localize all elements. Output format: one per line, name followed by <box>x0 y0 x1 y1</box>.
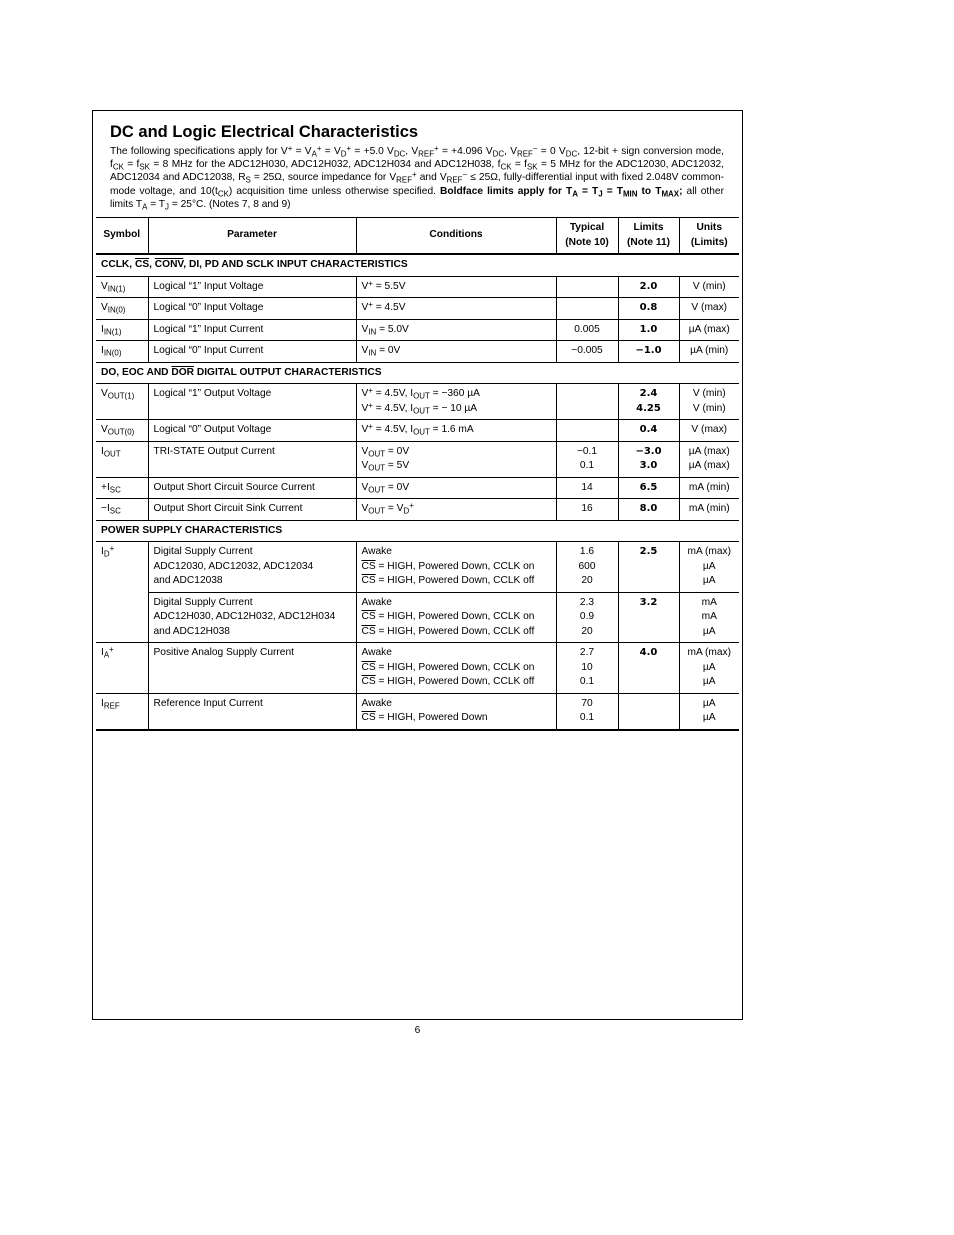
typical-cell <box>556 276 618 298</box>
conditions-cell: $V_{OUT} = 0V$ <box>356 477 556 499</box>
symbol-cell: $I_{IN(1)}$ <box>96 319 148 341</box>
parameter-cell: Output Short Circuit Source Current <box>148 477 356 499</box>
typical-cell <box>556 420 618 442</box>
test-conditions-paragraph: The following specifications apply for $V^+ = V_A^+ = V_D^+ = +5.0$ $V_{DC}$, $V_{REF}^+ = +4.096$ $V_{DC}$, $V_{REF}^- = 0$ $V_{DC}$, 12-bit + sign conversion mode, $f_{CK} = f_{SK} = 8$ MHz for the ADC12H030, ADC12H032, ADC12H034 and ADC12H038, $f_{CK} = f_{SK} = 5$ MHz for the ADC12030, ADC12032, ADC12034 and ADC12038, $R_S = 25\Omega$, source impedance for $V_{REF}^+$ and $V_{REF}^- \le 25\Omega$, fully-differential input with fixed 2.048V common-mode voltage, and $10(t_{CK})$ acquisition time unless otherwise specified. Boldface limits apply for $T_A = T_J = T_{MIN}$ to $T_{MAX}$; all other limits $T_A = T_J = 25^\circ C$. (Notes 7, 8 and 9) <box>110 144 725 212</box>
section-heading-output: DO, EOC AND $\overline{DOR}$ DIGITAL OUTPUT CHARACTERISTICS <box>96 362 739 384</box>
limit-cell: 0.8 <box>618 298 679 320</box>
table-row <box>96 542 739 593</box>
table-row <box>96 592 739 643</box>
units-cell: µA (max) <box>679 319 739 341</box>
parameter-cell: Logical “0” Input Current <box>148 341 356 363</box>
parameter-cell: TRI-STATE Output Current <box>148 441 356 477</box>
parameter-cell: Digital Supply Current ADC12H030, ADC12H032, ADC12H034 and ADC12H038 <box>148 592 356 643</box>
typical-cell <box>556 298 618 320</box>
units-cell: V (min) <box>679 276 739 298</box>
parameter-cell: Reference Input Current <box>148 693 356 730</box>
typical-cell: 70 0.1 <box>556 693 618 730</box>
header-units: Units (Limits) <box>679 218 739 255</box>
conditions-cell: V+ = 4.5V <box>356 298 556 320</box>
table-row <box>96 643 739 694</box>
typical-cell: −0.1 0.1 <box>556 441 618 477</box>
units-cell: µA (min) <box>679 341 739 363</box>
symbol-cell: $I_{IN(0)}$ <box>96 341 148 363</box>
parameter-cell: Logical “1” Input Current <box>148 319 356 341</box>
typical-cell <box>556 384 618 420</box>
limit-cell: 0.4 <box>618 420 679 442</box>
electrical-characteristics-table <box>96 217 739 731</box>
symbol-cell: $V_{OUT(0)}$ <box>96 420 148 442</box>
limit-cell: 2.5 <box>618 542 679 593</box>
conditions-cell: V+ = 4.5V, $I_{OUT} = 1.6$ mA <box>356 420 556 442</box>
limit-cell: 2.4 4.25 <box>618 384 679 420</box>
conditions-cell: V+ = 4.5V, $I_{OUT} = -360$ µA V+ = 4.5V, $I_{OUT}$ = − 10 µA <box>356 384 556 420</box>
symbol-cell: $I_D^+$ <box>96 542 148 643</box>
units-cell: µA µA <box>679 693 739 730</box>
typical-cell: 1.6 600 20 <box>556 542 618 593</box>
conditions-cell: V+ = 5.5V <box>356 276 556 298</box>
table-row <box>96 420 739 442</box>
conditions-cell: Awake $\overline{CS}$ = HIGH, Powered Down, CCLK on $\overline{CS}$ = HIGH, Powered Down, CCLK off <box>356 542 556 593</box>
symbol-cell: $I_{OUT}$ <box>96 441 148 477</box>
limit-cell: 4.0 <box>618 643 679 694</box>
section-heading-input: CCLK, $\overline{CS}$, CONV, DI, PD AND SCLK INPUT CHARACTERISTICS <box>96 254 739 276</box>
parameter-cell: Logical “0” Input Voltage <box>148 298 356 320</box>
table-row <box>96 499 739 521</box>
parameter-cell: Logical “1” Output Voltage <box>148 384 356 420</box>
units-cell: mA mA µA <box>679 592 739 643</box>
limit-cell: 2.0 <box>618 276 679 298</box>
typical-cell: −0.005 <box>556 341 618 363</box>
symbol-cell: $V_{IN(0)}$ <box>96 298 148 320</box>
section-row-power <box>96 520 739 542</box>
table-header-row <box>96 218 739 255</box>
table-row <box>96 441 739 477</box>
conditions-cell: $V_{OUT} = 0V$ $V_{OUT} = 5V$ <box>356 441 556 477</box>
symbol-cell: $I_{REF}$ <box>96 693 148 730</box>
units-cell: µA (max) µA (max) <box>679 441 739 477</box>
table-row <box>96 384 739 420</box>
table-row <box>96 298 739 320</box>
units-cell: mA (max) µA µA <box>679 643 739 694</box>
symbol-cell: $V_{IN(1)}$ <box>96 276 148 298</box>
conditions-cell: Awake $\overline{CS}$ = HIGH, Powered Down, CCLK on $\overline{CS}$ = HIGH, Powered Down, CCLK off <box>356 643 556 694</box>
table-row <box>96 477 739 499</box>
section-row-output <box>96 362 739 384</box>
limit-cell: −1.0 <box>618 341 679 363</box>
typical-cell: 2.3 0.9 20 <box>556 592 618 643</box>
limit-cell <box>618 693 679 730</box>
typical-cell: 0.005 <box>556 319 618 341</box>
units-cell: V (max) <box>679 420 739 442</box>
limit-cell: 6.5 <box>618 477 679 499</box>
conditions-cell: $V_{IN} = 5.0V$ <box>356 319 556 341</box>
page-number: 6 <box>414 1025 421 1036</box>
units-cell: mA (min) <box>679 499 739 521</box>
typical-cell: 16 <box>556 499 618 521</box>
conditions-cell: Awake $\overline{CS}$ = HIGH, Powered Down <box>356 693 556 730</box>
symbol-cell: $V_{OUT(1)}$ <box>96 384 148 420</box>
limit-cell: 8.0 <box>618 499 679 521</box>
conditions-cell: $V_{IN} = 0V$ <box>356 341 556 363</box>
section-title: DC and Logic Electrical Characteristics <box>110 123 419 141</box>
datasheet-frame <box>92 110 743 1020</box>
conditions-cell: $V_{OUT} = V_D^+$ <box>356 499 556 521</box>
limit-cell: 3.2 <box>618 592 679 643</box>
typical-cell: 2.7 10 0.1 <box>556 643 618 694</box>
parameter-cell: Digital Supply Current ADC12030, ADC12032, ADC12034 and ADC12038 <box>148 542 356 593</box>
conditions-cell: Awake $\overline{CS}$ = HIGH, Powered Down, CCLK on $\overline{CS}$ = HIGH, Powered Down, CCLK off <box>356 592 556 643</box>
limit-cell: 1.0 <box>618 319 679 341</box>
parameter-cell: Positive Analog Supply Current <box>148 643 356 694</box>
limit-cell: −3.0 3.0 <box>618 441 679 477</box>
symbol-cell: $I_A^+$ <box>96 643 148 694</box>
parameter-cell: Logical “1” Input Voltage <box>148 276 356 298</box>
parameter-cell: Logical “0” Output Voltage <box>148 420 356 442</box>
section-row-input <box>96 254 739 276</box>
typical-cell: 14 <box>556 477 618 499</box>
header-conditions: Conditions <box>356 218 556 255</box>
header-parameter: Parameter <box>148 218 356 255</box>
units-cell: V (max) <box>679 298 739 320</box>
units-cell: V (min) V (min) <box>679 384 739 420</box>
header-limits: Limits (Note 11) <box>618 218 679 255</box>
table-row <box>96 276 739 298</box>
units-cell: mA (max) µA µA <box>679 542 739 593</box>
header-typical: Typical (Note 10) <box>556 218 618 255</box>
parameter-cell: Output Short Circuit Sink Current <box>148 499 356 521</box>
table-row <box>96 319 739 341</box>
table-row <box>96 341 739 363</box>
section-heading-power: POWER SUPPLY CHARACTERISTICS <box>96 520 739 542</box>
header-symbol: Symbol <box>96 218 148 255</box>
table-row <box>96 693 739 730</box>
symbol-cell: $-I_{SC}$ <box>96 499 148 521</box>
symbol-cell: $+I_{SC}$ <box>96 477 148 499</box>
units-cell: mA (min) <box>679 477 739 499</box>
